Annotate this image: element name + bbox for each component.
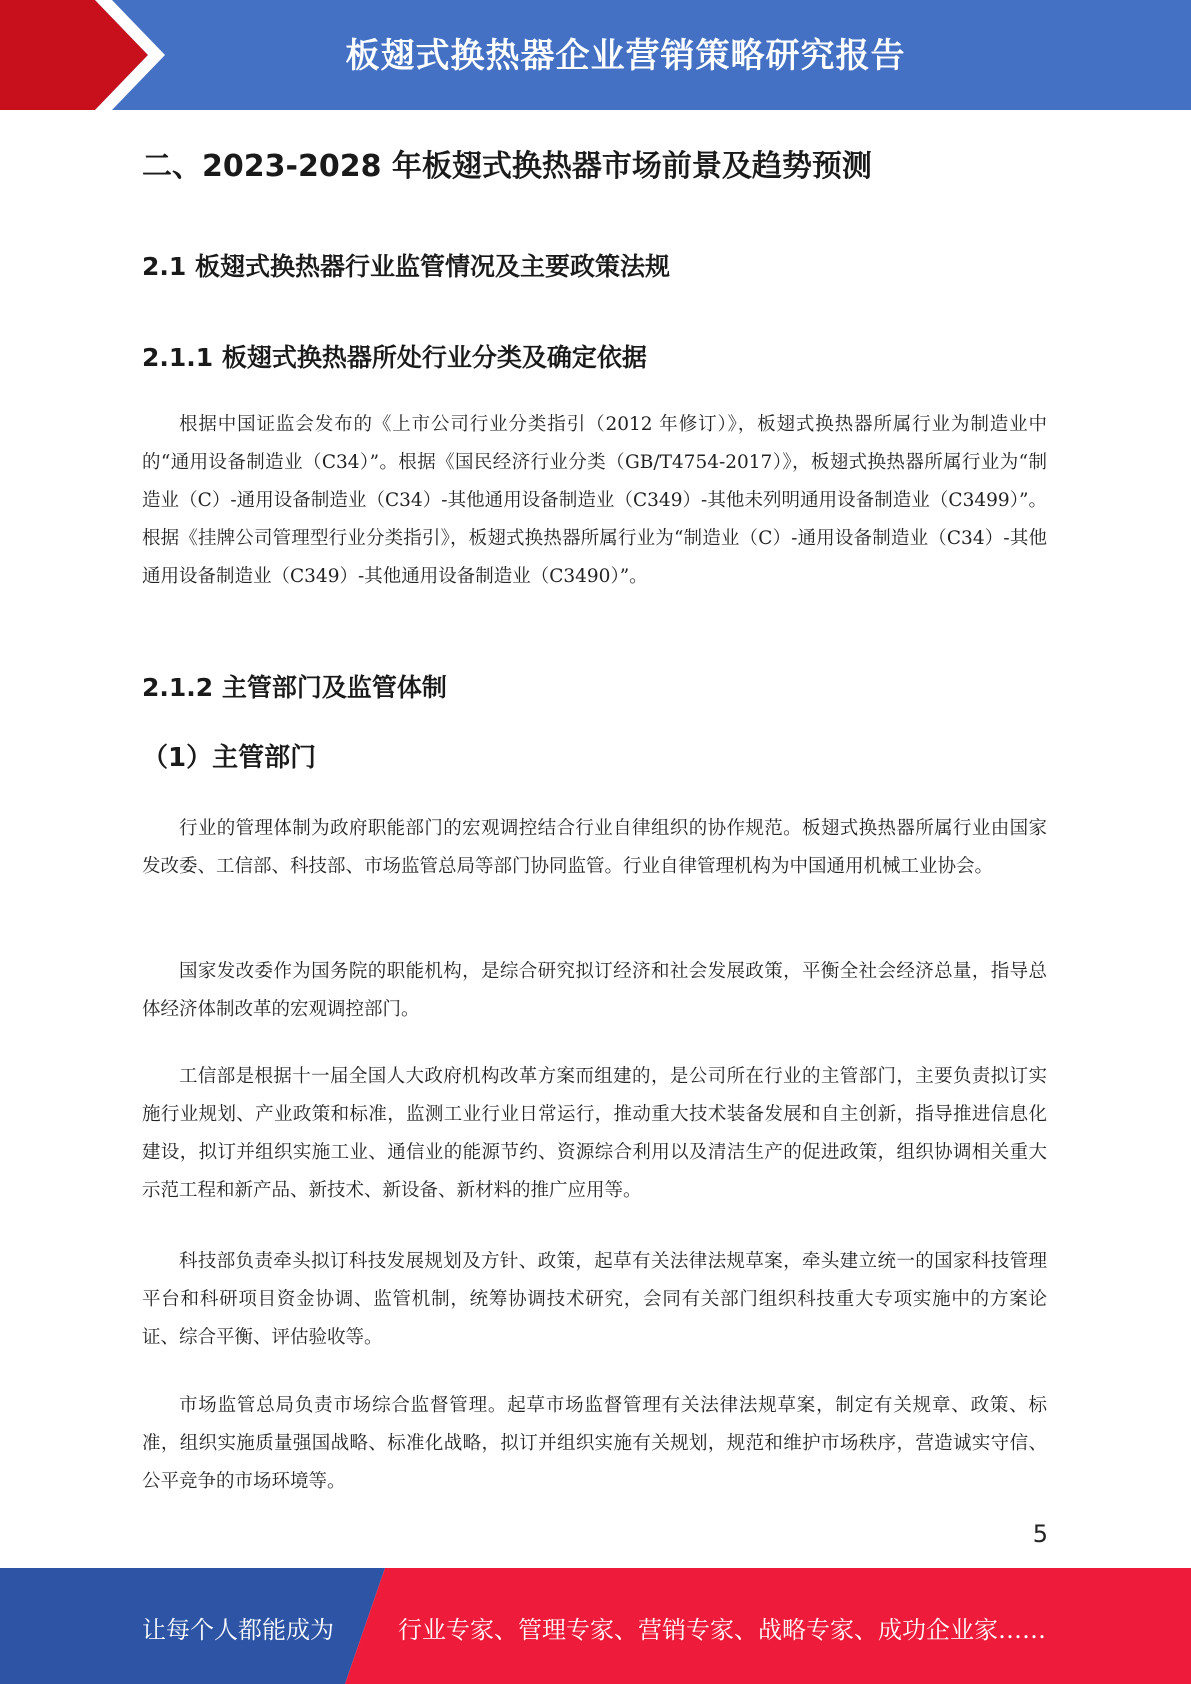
- paragraph-ndrc: 国家发改委作为国务院的职能机构，是综合研究拟订经济和社会发展政策，平衡全社会经济总量，指导总体经济体制改革的宏观调控部门。: [142, 961, 1047, 1020]
- paragraph-miit: 工信部是根据十一届全国人大政府机构改革方案而组建的，是公司所在行业的主管部门，主要负责拟订实施行业规划、产业政策和标准，监测工业行业日常运行，推动重大技术装备发展和自主创新，指导推进信息化建设，拟订并组织实施工业、通信业的能源节约、资源综合利用以及清洁生产的促进政策，组织协调相关重大示范工程和新产品、新技术、新设备、新材料的推广应用等。: [142, 1066, 1047, 1201]
- subsection-heading-regulators: 2.1.2 主管部门及监管体制: [142, 673, 447, 702]
- footer-slogan-left: 让每个人都能成为: [142, 1616, 334, 1644]
- paragraph-industry-classification: 根据中国证监会发布的《上市公司行业分类指引（2012 年修订）》，板翅式换热器所属行业为制造业中的“通用设备制造业（C34）”。根据《国民经济行业分类（GB/T4754-2017）》，板翅式换热器所属行业为“制造业（C）-通用设备制造业（C34）-其他通用设备制造业（C349）-其他未列明通用设备制造业（C3499）”。根据《挂牌公司管理型行业分类指引》，板翅式换热器所属行业为“制造业（C）-通用设备制造业（C34）-其他通用设备制造业（C349）-其他通用设备制造业（C3490）”。: [142, 414, 1047, 587]
- report-title: 板翅式换热器企业营销策略研究报告: [345, 36, 906, 76]
- page-number: 5: [1032, 1520, 1048, 1548]
- report-footer: [0, 1568, 1191, 1684]
- footer-slogan-right: 行业专家、管理专家、营销专家、战略专家、成功企业家……: [398, 1616, 1046, 1644]
- paragraph-management-system: 行业的管理体制为政府职能部门的宏观调控结合行业自律组织的协作规范。板翅式换热器所属行业由国家发改委、工信部、科技部、市场监管总局等部门协同监管。行业自律管理机构为中国通用机械工业协会。: [142, 818, 1047, 877]
- chapter-heading: 二、2023-2028 年板翅式换热器市场前景及趋势预测: [142, 149, 872, 184]
- report-header: [0, 0, 1191, 110]
- subsection-heading-industry-classification: 2.1.1 板翅式换热器所处行业分类及确定依据: [142, 343, 647, 372]
- section-heading: 2.1 板翅式换热器行业监管情况及主要政策法规: [142, 252, 670, 281]
- paragraph-most: 科技部负责牵头拟订科技发展规划及方针、政策，起草有关法律法规草案，牵头建立统一的国家科技管理平台和科研项目资金协调、监管机制，统筹协调技术研究，会同有关部门组织科技重大专项实施中的方案论证、综合平衡、评估验收等。: [142, 1251, 1047, 1348]
- subheading-competent-departments: （1）主管部门: [142, 743, 317, 773]
- paragraph-samr: 市场监管总局负责市场综合监督管理。起草市场监督管理有关法律法规草案，制定有关规章、政策、标准，组织实施质量强国战略、标准化战略，拟订并组织实施有关规划，规范和维护市场秩序，营造诚实守信、公平竞争的市场环境等。: [142, 1395, 1047, 1492]
